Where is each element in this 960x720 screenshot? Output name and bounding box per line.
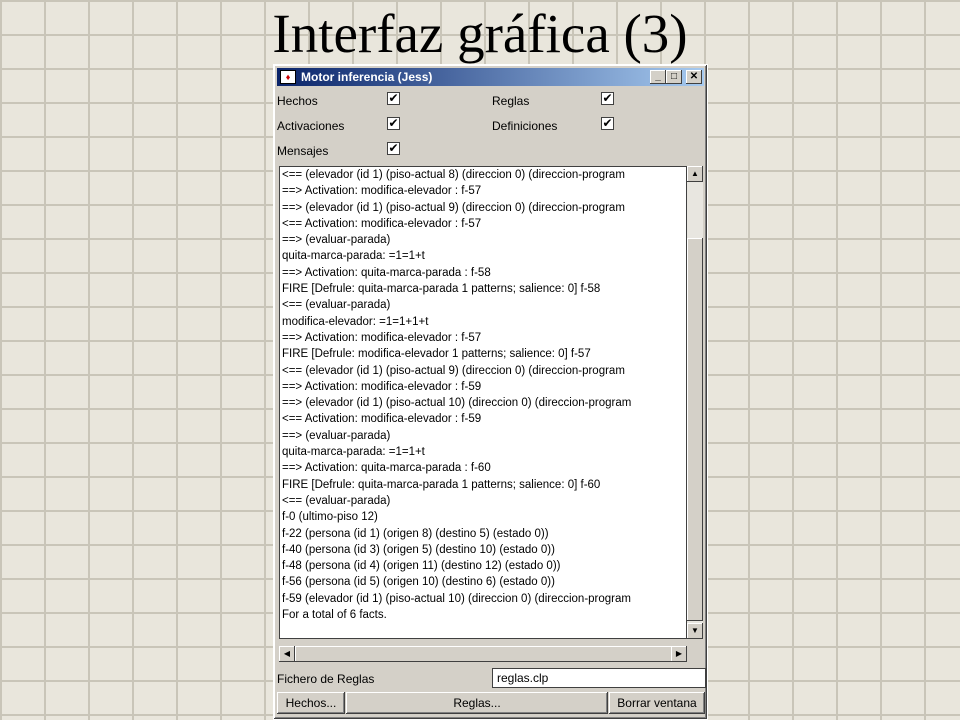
activaciones-checkbox[interactable]: ✔ xyxy=(388,116,399,130)
activaciones-label: Activaciones xyxy=(277,119,345,133)
log-line: ==> (elevador (id 1) (piso-actual 9) (direccion 0) (direccion-program xyxy=(282,201,625,214)
log-line: f-0 (ultimo-piso 12) xyxy=(282,511,378,524)
log-line: <== (elevador (id 1) (piso-actual 8) (direccion 0) (direccion-program xyxy=(282,169,625,181)
reglas-button[interactable]: Reglas... xyxy=(346,692,608,714)
log-line: f-59 (elevador (id 1) (piso-actual 10) (direccion 0) (direccion-program xyxy=(282,592,631,605)
log-line: FIRE [Defrule: modifica-elevador 1 patterns; salience: 0] f-57 xyxy=(282,348,591,361)
scroll-down-icon[interactable]: ▼ xyxy=(687,623,703,639)
window-titlebar[interactable] xyxy=(277,68,704,86)
maximize-button[interactable]: □ xyxy=(666,70,682,84)
log-line: ==> Activation: modifica-elevador : f-57 xyxy=(282,185,482,198)
jess-window xyxy=(273,64,708,720)
log-line: <== (evaluar-parada) xyxy=(282,299,391,312)
log-line: ==> Activation: quita-marca-parada : f-58 xyxy=(282,266,491,279)
slide-title: Interfaz gráfica (3) xyxy=(272,3,688,64)
mensajes-label: Mensajes xyxy=(277,144,329,158)
log-line: quita-marca-parada: =1=1+t xyxy=(282,250,425,263)
vertical-scroll-thumb[interactable] xyxy=(687,238,703,621)
close-button[interactable]: ✕ xyxy=(686,70,702,84)
log-line: ==> (evaluar-parada) xyxy=(282,234,391,247)
log-line: ==> Activation: modifica-elevador : f-59 xyxy=(282,380,482,393)
log-line: quita-marca-parada: =1=1+t xyxy=(282,446,425,459)
vertical-scrollbar[interactable] xyxy=(687,166,703,639)
scroll-left-icon[interactable]: ◀ xyxy=(279,646,295,662)
log-line: <== Activation: modifica-elevador : f-59 xyxy=(282,413,482,426)
log-line: FIRE [Defrule: quita-marca-parada 1 patterns; salience: 0] f-58 xyxy=(282,283,601,296)
log-line: <== (evaluar-parada) xyxy=(282,494,391,507)
log-line: f-40 (persona (id 3) (origen 5) (destino 10) (estado 0)) xyxy=(282,543,555,556)
scroll-up-icon[interactable]: ▲ xyxy=(687,166,703,182)
log-line: <== Activation: modifica-elevador : f-57 xyxy=(282,217,482,230)
log-line: modifica-elevador: =1=1+1+t xyxy=(282,315,429,328)
minimize-button[interactable]: _ xyxy=(650,70,666,84)
log-line: ==> Activation: modifica-elevador : f-57 xyxy=(282,331,482,344)
definiciones-label: Definiciones xyxy=(492,119,558,133)
log-line: f-48 (persona (id 4) (origen 11) (destino 12) (estado 0)) xyxy=(282,560,561,573)
definiciones-checkbox[interactable]: ✔ xyxy=(602,116,613,130)
mensajes-checkbox[interactable]: ✔ xyxy=(388,141,399,155)
log-line: FIRE [Defrule: quita-marca-parada 1 patterns; salience: 0] f-60 xyxy=(282,478,601,491)
scroll-right-icon[interactable]: ▶ xyxy=(671,646,687,662)
horizontal-scroll-thumb[interactable] xyxy=(295,646,675,662)
app-icon: ♦ xyxy=(280,70,296,84)
log-line: f-22 (persona (id 1) (origen 8) (destino 5) (estado 0)) xyxy=(282,527,549,540)
log-line: f-56 (persona (id 5) (origen 10) (destino 6) (estado 0)) xyxy=(282,576,555,589)
log-line: For a total of 6 facts. xyxy=(282,609,387,622)
log-line: <== (elevador (id 1) (piso-actual 9) (direccion 0) (direccion-program xyxy=(282,364,625,377)
log-line: ==> Activation: quita-marca-parada : f-60 xyxy=(282,462,491,475)
hechos-checkbox[interactable]: ✔ xyxy=(388,91,399,105)
log-line: ==> (evaluar-parada) xyxy=(282,429,391,442)
rules-file-input[interactable]: reglas.clp xyxy=(492,668,706,688)
rules-file-label: Fichero de Reglas xyxy=(277,672,375,686)
borrar-ventana-button[interactable]: Borrar ventana xyxy=(609,692,705,714)
log-line: ==> (elevador (id 1) (piso-actual 10) (direccion 0) (direccion-program xyxy=(282,397,632,410)
hechos-label: Hechos xyxy=(277,94,318,108)
reglas-checkbox[interactable]: ✔ xyxy=(602,91,613,105)
window-title: Motor inferencia (Jess) xyxy=(301,70,433,84)
hechos-button[interactable]: Hechos... xyxy=(277,692,345,714)
output-textarea[interactable] xyxy=(279,166,687,639)
horizontal-scrollbar[interactable] xyxy=(279,646,687,662)
reglas-label: Reglas xyxy=(492,94,530,108)
